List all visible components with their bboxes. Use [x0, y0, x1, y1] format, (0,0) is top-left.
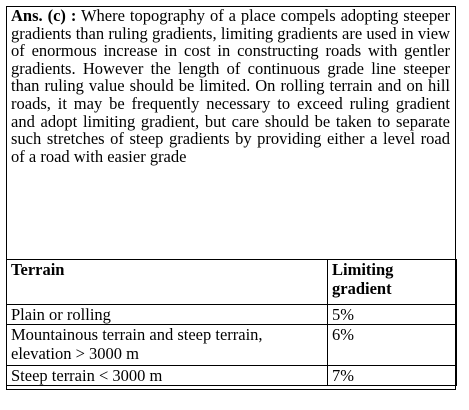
- answer-text: Where topography of a place compels adopting steeper gradients than ruling gradients, limiting gradients are used in view of enormous increase in cost in constructing roads with gentler gradients. However the length of continuous grade line steeper than ruling value should be limited. On rolling terrain and on hill roads, it may be frequently necessary to exceed ruling gradient and adopt limiting gradient, but care should be taken to separate such stretches of steep gradients by providing either a level road of a road with easier grade: [11, 6, 450, 166]
- cell-gradient: 7%: [328, 366, 457, 386]
- answer-label: Ans. (c) :: [11, 6, 77, 25]
- table-header-row: [7, 260, 457, 305]
- table-row: [7, 305, 457, 325]
- table-row: [7, 325, 457, 366]
- cell-terrain: Steep terrain < 3000 m: [7, 366, 328, 386]
- cell-terrain: Mountainous terrain and steep terrain, elevation > 3000 m: [7, 325, 328, 366]
- gradient-table: [6, 259, 457, 386]
- answer-box: [6, 6, 456, 390]
- table-row: [7, 366, 457, 386]
- header-limiting-gradient: Limiting gradient: [328, 260, 457, 305]
- cell-terrain: Plain or rolling: [7, 305, 328, 325]
- cell-gradient: 5%: [328, 305, 457, 325]
- answer-paragraph: [11, 7, 450, 165]
- header-terrain: Terrain: [7, 260, 328, 305]
- cell-gradient: 6%: [328, 325, 457, 366]
